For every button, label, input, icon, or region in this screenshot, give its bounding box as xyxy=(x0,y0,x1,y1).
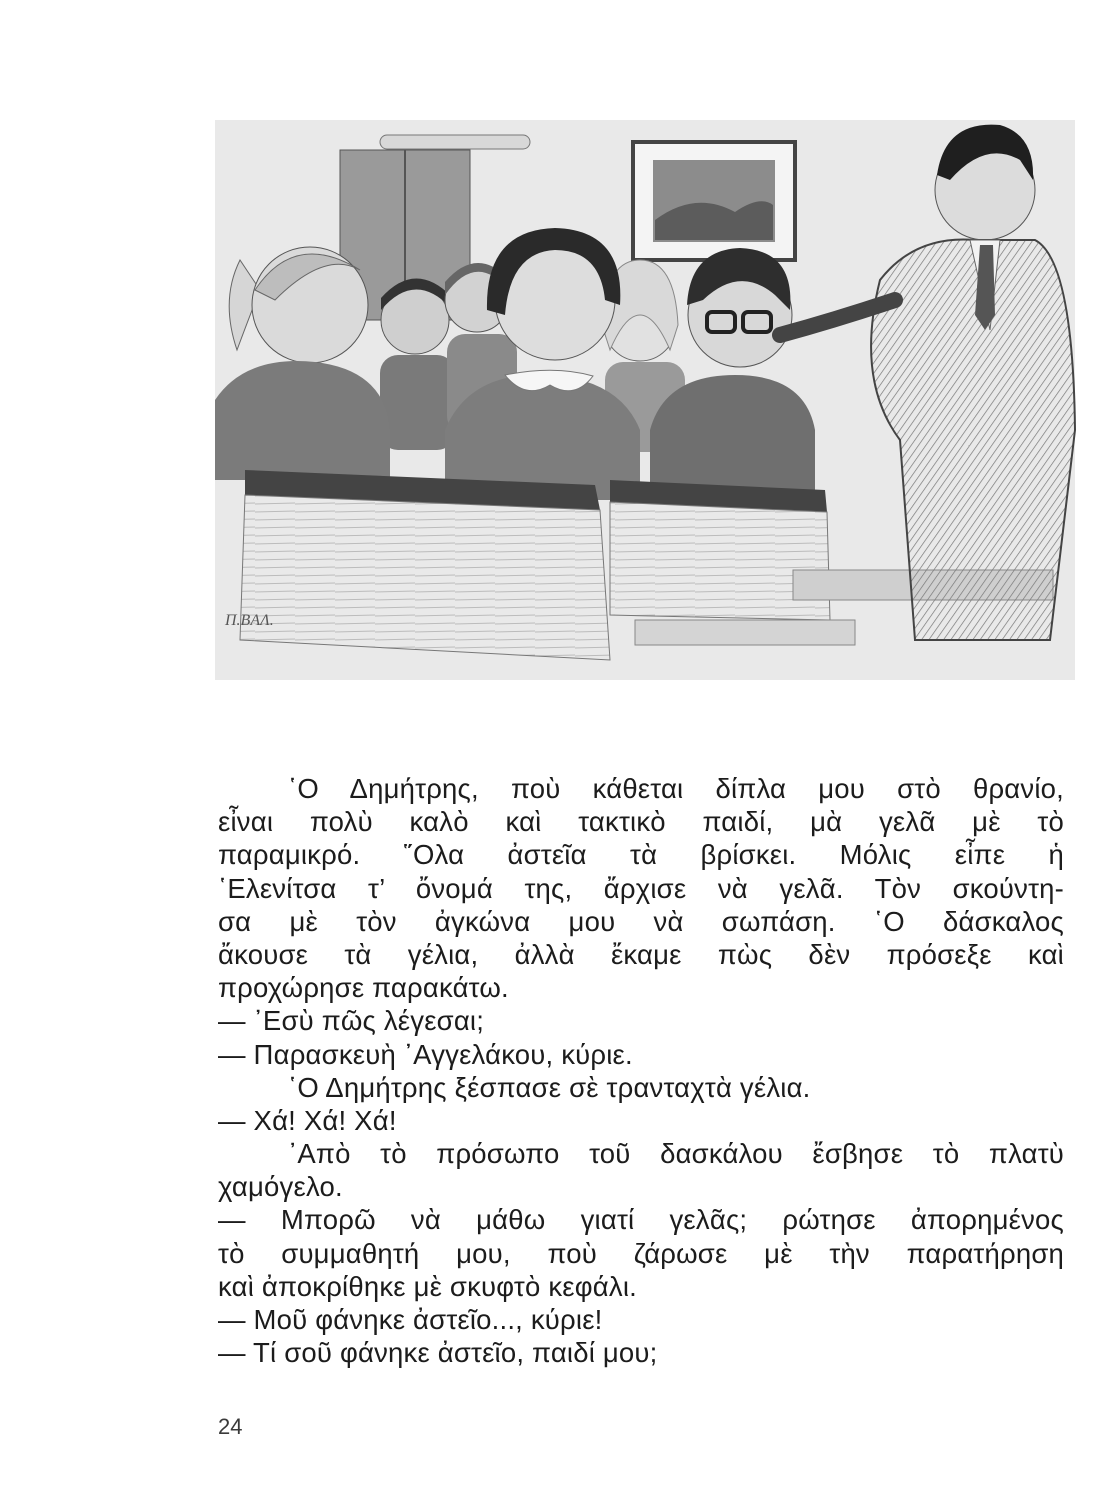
text-line: ῾Ελενίτσα τ’ ὄνομά της, ἄρχισε νὰ γελᾶ. Τὸν σκούντη- xyxy=(218,872,1064,904)
rolled-maps xyxy=(380,135,530,149)
text-line: προχώρησε παρακάτω. xyxy=(218,972,509,1004)
dialogue-line: — Μοῦ φάνηκε ἀστεῖο..., κύριε! xyxy=(218,1304,603,1335)
text-line: ἄκουσε τὰ γέλια, ἀλλὰ ἔκαμε πὼς δὲν πρόσεξε καὶ xyxy=(218,938,1064,970)
text-line: ῾Ο Δημήτρης, ποὺ κάθεται δίπλα μου στὸ θρανίο, xyxy=(288,773,1064,804)
classroom-illustration xyxy=(215,100,1085,700)
text-line: τὸ συμμαθητή μου, ποὺ ζάρωσε μὲ τὴν παρατήρηση xyxy=(218,1237,1064,1269)
text-line: σα μὲ τὸν ἀγκώνα μου νὰ σωπάση. ῾Ο δάσκαλος xyxy=(218,905,1064,937)
dialogue-line: — Μπορῶ νὰ μάθω γιατί γελᾶς; ρώτησε ἀπορημένος xyxy=(218,1204,1064,1236)
text-line: εἶναι πολὺ καλὸ καὶ τακτικὸ παιδί, μὰ γελᾶ μὲ τὸ xyxy=(218,806,1064,838)
text-line: παραμικρό. ῞Ολα ἀστεῖα τὰ βρίσκει. Μόλις εἶπε ἡ xyxy=(218,839,1064,871)
dialogue-line: — Παρασκευὴ ᾿Αγγελάκου, κύριε. xyxy=(218,1038,633,1070)
story-text xyxy=(218,772,1064,1369)
page-number: 24 xyxy=(218,1414,243,1439)
framed-picture xyxy=(633,142,795,260)
artist-signature: Π.ΒΑΛ. xyxy=(225,612,274,629)
text-line: χαμόγελο. xyxy=(218,1171,343,1203)
dialogue-line: — ᾿Εσὺ πῶς λέγεσαι; xyxy=(218,1005,485,1037)
dialogue-line: — Τί σοῦ φάνηκε ἀστεῖο, παιδί μου; xyxy=(218,1337,658,1369)
classroom-drawing xyxy=(215,100,1085,700)
text-line: καὶ ἀποκρίθηκε μὲ σκυφτὸ κεφάλι. xyxy=(218,1270,637,1302)
dialogue-line: — Χά! Χά! Χά! xyxy=(218,1104,397,1136)
text-line: ᾿Απὸ τὸ πρόσωπο τοῦ δασκάλου ἔσβησε τὸ πλατὺ xyxy=(288,1138,1064,1170)
text-line: ῾Ο Δημήτρης ξέσπασε σὲ τρανταχτὰ γέλια. xyxy=(288,1071,811,1103)
